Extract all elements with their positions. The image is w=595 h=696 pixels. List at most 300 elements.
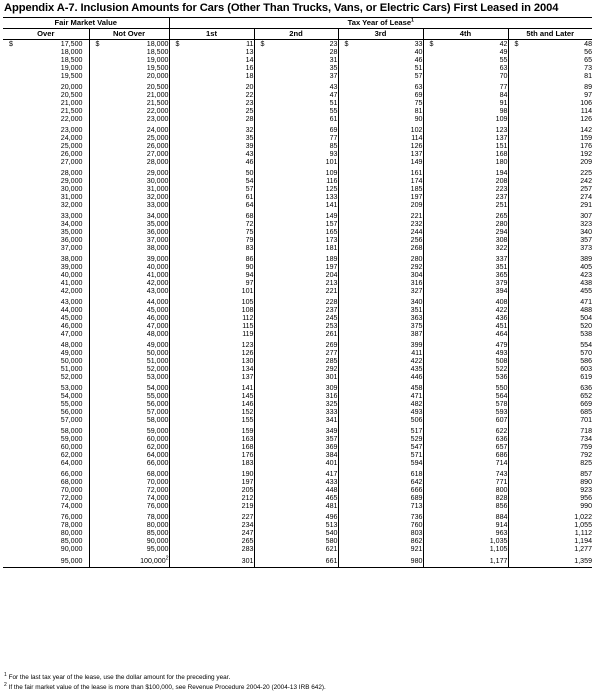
cell-value: 85,000 bbox=[60, 537, 83, 545]
year2-cell bbox=[254, 201, 338, 209]
table-row bbox=[3, 64, 592, 72]
year4-cell bbox=[423, 529, 508, 537]
cell-value: 759 bbox=[580, 443, 593, 451]
cell-value: 586 bbox=[580, 357, 593, 365]
cell-value: 142 bbox=[580, 126, 593, 134]
year2-cell bbox=[254, 537, 338, 545]
cell-value: 316 bbox=[410, 279, 423, 287]
year2-cell bbox=[254, 115, 338, 123]
year4-cell bbox=[423, 306, 508, 314]
cell-value: 28 bbox=[245, 115, 254, 123]
cell-value: 417 bbox=[325, 470, 338, 478]
year4-cell bbox=[423, 220, 508, 228]
year5-cell bbox=[508, 142, 592, 150]
year3-cell bbox=[338, 107, 423, 115]
year4-cell bbox=[423, 244, 508, 252]
cell-value: 280 bbox=[495, 220, 508, 228]
over-cell bbox=[3, 115, 89, 123]
cell-value: 101 bbox=[325, 158, 338, 166]
table-row bbox=[3, 201, 592, 209]
year2-cell bbox=[254, 80, 338, 91]
not-over-cell bbox=[89, 279, 169, 287]
cell-value: 481 bbox=[325, 502, 338, 510]
not-over-cell bbox=[89, 99, 169, 107]
year1-cell bbox=[169, 40, 254, 49]
year5-cell bbox=[508, 381, 592, 392]
over-cell bbox=[3, 408, 89, 416]
year4-cell bbox=[423, 467, 508, 478]
year2-cell bbox=[254, 64, 338, 72]
year5-cell bbox=[508, 80, 592, 91]
year4-cell bbox=[423, 537, 508, 545]
cell-value: 137 bbox=[495, 134, 508, 142]
cell-value: 49,000 bbox=[146, 341, 169, 349]
cell-value: 48 bbox=[584, 40, 593, 48]
cell-value: 70,000 bbox=[60, 486, 83, 494]
year2-cell bbox=[254, 314, 338, 322]
year1-cell bbox=[169, 150, 254, 158]
cell-value: 168 bbox=[495, 150, 508, 158]
cell-value: 292 bbox=[325, 365, 338, 373]
cell-value: 108 bbox=[241, 306, 254, 314]
dollar-sign: $ bbox=[9, 40, 13, 48]
year2-cell bbox=[254, 553, 338, 568]
cell-value: 149 bbox=[410, 158, 423, 166]
not-over-cell bbox=[89, 185, 169, 193]
not-over-cell bbox=[89, 306, 169, 314]
year3-header: 3rd bbox=[338, 29, 423, 40]
table-row bbox=[3, 134, 592, 142]
cell-value: 47,000 bbox=[146, 322, 169, 330]
not-over-cell bbox=[89, 322, 169, 330]
cell-value: 116 bbox=[326, 177, 338, 185]
cell-value: 257 bbox=[580, 185, 593, 193]
cell-value: 743 bbox=[495, 470, 508, 478]
cell-value: 1,112 bbox=[574, 529, 593, 537]
year3-cell bbox=[338, 451, 423, 459]
cell-value: 736 bbox=[410, 513, 423, 521]
year3-cell bbox=[338, 201, 423, 209]
table-row bbox=[3, 521, 592, 529]
year2-cell bbox=[254, 142, 338, 150]
over-cell bbox=[3, 228, 89, 236]
year4-cell bbox=[423, 150, 508, 158]
year5-cell bbox=[508, 467, 592, 478]
cell-value: 389 bbox=[580, 255, 593, 263]
year3-cell bbox=[338, 209, 423, 220]
year5-header: 5th and Later bbox=[508, 29, 592, 40]
year1-cell bbox=[169, 80, 254, 91]
over-cell bbox=[3, 478, 89, 486]
cell-value: 78,000 bbox=[146, 513, 169, 521]
cell-value: 580 bbox=[325, 537, 338, 545]
cell-value: 223 bbox=[495, 185, 508, 193]
cell-value: 146 bbox=[241, 400, 254, 408]
cell-value: 228 bbox=[325, 298, 338, 306]
year5-cell bbox=[508, 236, 592, 244]
cell-value: 47,000 bbox=[60, 330, 83, 338]
cell-value: 62,000 bbox=[60, 451, 83, 459]
cell-value: 35,000 bbox=[60, 228, 83, 236]
year3-cell bbox=[338, 467, 423, 478]
year2-cell bbox=[254, 365, 338, 373]
cell-value: 363 bbox=[410, 314, 423, 322]
cell-value: 471 bbox=[410, 392, 423, 400]
year3-cell bbox=[338, 435, 423, 443]
cell-value: 20,500 bbox=[60, 91, 83, 99]
cell-value: 24,000 bbox=[60, 134, 83, 142]
not-over-cell bbox=[89, 424, 169, 435]
year2-cell bbox=[254, 357, 338, 365]
year1-cell bbox=[169, 72, 254, 80]
cell-value: 603 bbox=[580, 365, 593, 373]
cell-value: 451 bbox=[495, 322, 508, 330]
year2-cell bbox=[254, 392, 338, 400]
cell-value: 689 bbox=[410, 494, 423, 502]
cell-value: 1,105 bbox=[489, 545, 508, 553]
cell-value: 185 bbox=[410, 185, 423, 193]
year5-cell bbox=[508, 443, 592, 451]
cell-value: 37 bbox=[329, 72, 338, 80]
cell-value: 161 bbox=[410, 169, 423, 177]
year1-cell bbox=[169, 263, 254, 271]
cell-value: 19,000 bbox=[60, 64, 83, 72]
over-cell bbox=[3, 80, 89, 91]
table-row bbox=[3, 209, 592, 220]
cell-value: 123 bbox=[241, 341, 254, 349]
cell-value: 423 bbox=[580, 271, 593, 279]
year2-cell bbox=[254, 123, 338, 134]
cell-value: 72 bbox=[245, 220, 254, 228]
cell-value: 49,000 bbox=[60, 349, 83, 357]
over-cell bbox=[3, 158, 89, 166]
cell-value: 34,000 bbox=[146, 212, 169, 220]
year1-cell bbox=[169, 123, 254, 134]
table-row bbox=[3, 392, 592, 400]
cell-value: 594 bbox=[410, 459, 423, 467]
year5-cell bbox=[508, 510, 592, 521]
cell-value: 26,000 bbox=[60, 150, 83, 158]
cell-value: 58,000 bbox=[146, 416, 169, 424]
cell-value: 19,500 bbox=[146, 64, 169, 72]
year5-cell bbox=[508, 295, 592, 306]
cell-value: 294 bbox=[495, 228, 508, 236]
cell-value: 159 bbox=[241, 427, 254, 435]
year3-cell bbox=[338, 228, 423, 236]
year4-cell bbox=[423, 193, 508, 201]
cell-value: 42,000 bbox=[60, 287, 83, 295]
dollar-sign: $ bbox=[429, 40, 434, 48]
cell-value: 86 bbox=[245, 255, 254, 263]
dollar-sign: $ bbox=[175, 40, 180, 48]
year1-cell bbox=[169, 306, 254, 314]
year2-header: 2nd bbox=[254, 29, 338, 40]
cell-value: 102 bbox=[410, 126, 423, 134]
year2-cell bbox=[254, 322, 338, 330]
cell-value: 130 bbox=[241, 357, 254, 365]
not-over-cell bbox=[89, 107, 169, 115]
year1-cell bbox=[169, 373, 254, 381]
cell-value: 1,055 bbox=[574, 521, 593, 529]
over-cell bbox=[3, 373, 89, 381]
cell-value: 21,000 bbox=[146, 91, 169, 99]
over-cell bbox=[3, 545, 89, 553]
cell-value: 357 bbox=[580, 236, 593, 244]
cell-value: 159 bbox=[580, 134, 593, 142]
year2-cell bbox=[254, 271, 338, 279]
not-over-cell bbox=[89, 357, 169, 365]
cell-value: 422 bbox=[410, 357, 423, 365]
year4-cell bbox=[423, 236, 508, 244]
cell-value: 213 bbox=[325, 279, 338, 287]
cell-value: 63 bbox=[414, 83, 423, 91]
cell-value: 42 bbox=[499, 40, 508, 48]
cell-value: 35 bbox=[245, 134, 254, 142]
cell-value: 22,000 bbox=[146, 107, 169, 115]
table-row bbox=[3, 357, 592, 365]
dollar-sign: $ bbox=[514, 40, 519, 48]
year4-cell bbox=[423, 177, 508, 185]
cell-value: 19,500 bbox=[60, 72, 83, 80]
cell-value: 50,000 bbox=[146, 349, 169, 357]
cell-value: 1,194 bbox=[574, 537, 593, 545]
year5-cell bbox=[508, 314, 592, 322]
cell-value: 64,000 bbox=[60, 459, 83, 467]
cell-value: 327 bbox=[410, 287, 423, 295]
not-over-cell bbox=[89, 177, 169, 185]
year5-cell bbox=[508, 349, 592, 357]
over-cell bbox=[3, 201, 89, 209]
year5-cell bbox=[508, 56, 592, 64]
table-row bbox=[3, 443, 592, 451]
year3-cell bbox=[338, 271, 423, 279]
cell-value: 205 bbox=[241, 486, 254, 494]
year1-cell bbox=[169, 392, 254, 400]
over-cell bbox=[3, 64, 89, 72]
year2-cell bbox=[254, 451, 338, 459]
year4-cell bbox=[423, 279, 508, 287]
table-row bbox=[3, 279, 592, 287]
cell-value: 1,277 bbox=[574, 545, 593, 553]
cell-value: 106 bbox=[580, 99, 593, 107]
over-cell bbox=[3, 306, 89, 314]
cell-value: 990 bbox=[580, 502, 593, 510]
over-cell bbox=[3, 244, 89, 252]
year4-cell bbox=[423, 48, 508, 56]
year5-cell bbox=[508, 338, 592, 349]
cell-value: 100,000 bbox=[140, 557, 166, 565]
cell-value: 1,177 bbox=[489, 557, 508, 565]
not-over-cell bbox=[89, 400, 169, 408]
not-over-cell bbox=[89, 416, 169, 424]
cell-value: 168 bbox=[241, 443, 254, 451]
cell-value: 36,000 bbox=[146, 228, 169, 236]
over-cell bbox=[3, 322, 89, 330]
cell-value: 522 bbox=[495, 365, 508, 373]
year5-cell bbox=[508, 123, 592, 134]
year5-cell bbox=[508, 478, 592, 486]
year4-cell bbox=[423, 521, 508, 529]
not-over-cell bbox=[89, 467, 169, 478]
year5-cell bbox=[508, 244, 592, 252]
cell-value: 29,000 bbox=[60, 177, 83, 185]
table-row bbox=[3, 228, 592, 236]
cell-value: 119 bbox=[242, 330, 254, 338]
cell-value: 23,000 bbox=[146, 115, 169, 123]
year2-cell bbox=[254, 486, 338, 494]
cell-value: 163 bbox=[241, 435, 254, 443]
over-cell bbox=[3, 314, 89, 322]
over-cell bbox=[3, 365, 89, 373]
cell-value: 666 bbox=[410, 486, 423, 494]
cell-value: 340 bbox=[410, 298, 423, 306]
year2-cell bbox=[254, 478, 338, 486]
cell-value: 53,000 bbox=[60, 384, 83, 392]
cell-value: 45,000 bbox=[60, 314, 83, 322]
cell-value: 23,000 bbox=[60, 126, 83, 134]
table-row bbox=[3, 416, 592, 424]
cell-value: 109 bbox=[495, 115, 508, 123]
cell-value: 669 bbox=[580, 400, 593, 408]
cell-value: 90,000 bbox=[146, 537, 169, 545]
cell-value: 23 bbox=[245, 99, 254, 107]
cell-value: 70,000 bbox=[146, 478, 169, 486]
cell-value: 242 bbox=[580, 177, 593, 185]
table-body bbox=[3, 40, 592, 568]
cell-value: 923 bbox=[580, 486, 593, 494]
year5-cell bbox=[508, 306, 592, 314]
over-cell bbox=[3, 150, 89, 158]
table-row bbox=[3, 252, 592, 263]
cell-value: 24,000 bbox=[146, 126, 169, 134]
year1-cell bbox=[169, 295, 254, 306]
cell-value: 493 bbox=[410, 408, 423, 416]
cell-value: 399 bbox=[410, 341, 423, 349]
not-over-cell bbox=[89, 494, 169, 502]
cell-value: 571 bbox=[410, 451, 423, 459]
year5-cell bbox=[508, 99, 592, 107]
not-over-cell bbox=[89, 365, 169, 373]
cell-value: 70 bbox=[499, 72, 508, 80]
cell-value: 357 bbox=[325, 435, 338, 443]
cell-value: 265 bbox=[495, 212, 508, 220]
year1-cell bbox=[169, 330, 254, 338]
over-cell bbox=[3, 48, 89, 56]
year5-cell bbox=[508, 279, 592, 287]
cell-value: 49 bbox=[499, 48, 508, 56]
table-row bbox=[3, 478, 592, 486]
year1-cell bbox=[169, 201, 254, 209]
cell-value: 151 bbox=[495, 142, 508, 150]
not-over-cell bbox=[89, 134, 169, 142]
year2-cell bbox=[254, 295, 338, 306]
year5-cell bbox=[508, 209, 592, 220]
cell-value: 956 bbox=[580, 494, 593, 502]
cell-value: 22,000 bbox=[60, 115, 83, 123]
over-cell bbox=[3, 537, 89, 545]
year2-cell bbox=[254, 209, 338, 220]
cell-value: 91 bbox=[499, 99, 508, 107]
cell-value: 46 bbox=[245, 158, 254, 166]
table-row bbox=[3, 486, 592, 494]
cell-value: 435 bbox=[410, 365, 423, 373]
cell-value: 208 bbox=[495, 177, 508, 185]
cell-value: 325 bbox=[325, 400, 338, 408]
cell-value: 517 bbox=[410, 427, 423, 435]
cell-value: 40 bbox=[414, 48, 423, 56]
cell-value: 69 bbox=[329, 126, 338, 134]
year1-cell bbox=[169, 99, 254, 107]
cell-value: 301 bbox=[325, 373, 338, 381]
cell-value: 25,000 bbox=[60, 142, 83, 150]
year4-cell bbox=[423, 416, 508, 424]
table-row bbox=[3, 553, 592, 568]
not-over-cell bbox=[89, 193, 169, 201]
year1-cell bbox=[169, 529, 254, 537]
cell-value: 256 bbox=[410, 236, 423, 244]
cell-value: 283 bbox=[241, 545, 254, 553]
over-cell bbox=[3, 357, 89, 365]
cell-value: 234 bbox=[241, 521, 254, 529]
table-row bbox=[3, 80, 592, 91]
year2-cell bbox=[254, 443, 338, 451]
year2-cell bbox=[254, 228, 338, 236]
cell-value: 44,000 bbox=[60, 306, 83, 314]
cell-value: 488 bbox=[580, 306, 593, 314]
table-row bbox=[3, 314, 592, 322]
year2-cell bbox=[254, 400, 338, 408]
cell-value: 64 bbox=[245, 201, 254, 209]
cell-value: 68,000 bbox=[146, 470, 169, 478]
year5-cell bbox=[508, 150, 592, 158]
year2-cell bbox=[254, 134, 338, 142]
year2-cell bbox=[254, 381, 338, 392]
cell-value: 28 bbox=[329, 48, 338, 56]
year1-cell bbox=[169, 287, 254, 295]
table-row bbox=[3, 306, 592, 314]
not-over-cell bbox=[89, 537, 169, 545]
cell-value: 244 bbox=[410, 228, 423, 236]
cell-value: 20,000 bbox=[146, 72, 169, 80]
cell-value: 422 bbox=[495, 306, 508, 314]
table-row bbox=[3, 338, 592, 349]
year1-cell bbox=[169, 521, 254, 529]
cell-value: 77 bbox=[329, 134, 338, 142]
cell-value: 373 bbox=[580, 244, 593, 252]
not-over-cell bbox=[89, 373, 169, 381]
year1-cell bbox=[169, 416, 254, 424]
year4-cell bbox=[423, 424, 508, 435]
year1-cell bbox=[169, 228, 254, 236]
cell-value: 112 bbox=[242, 314, 254, 322]
year1-cell bbox=[169, 357, 254, 365]
not-over-cell bbox=[89, 271, 169, 279]
cell-value: 90,000 bbox=[60, 545, 83, 553]
not-over-cell bbox=[89, 330, 169, 338]
cell-value: 192 bbox=[580, 150, 593, 158]
year3-cell bbox=[338, 424, 423, 435]
cell-value: 39,000 bbox=[146, 255, 169, 263]
cell-value: 621 bbox=[325, 545, 338, 553]
year4-cell bbox=[423, 392, 508, 400]
year3-cell bbox=[338, 322, 423, 330]
cell-value: 41,000 bbox=[60, 279, 83, 287]
year5-cell bbox=[508, 373, 592, 381]
cell-value: 61 bbox=[329, 115, 338, 123]
year5-cell bbox=[508, 263, 592, 271]
year2-cell bbox=[254, 306, 338, 314]
year1-cell bbox=[169, 467, 254, 478]
